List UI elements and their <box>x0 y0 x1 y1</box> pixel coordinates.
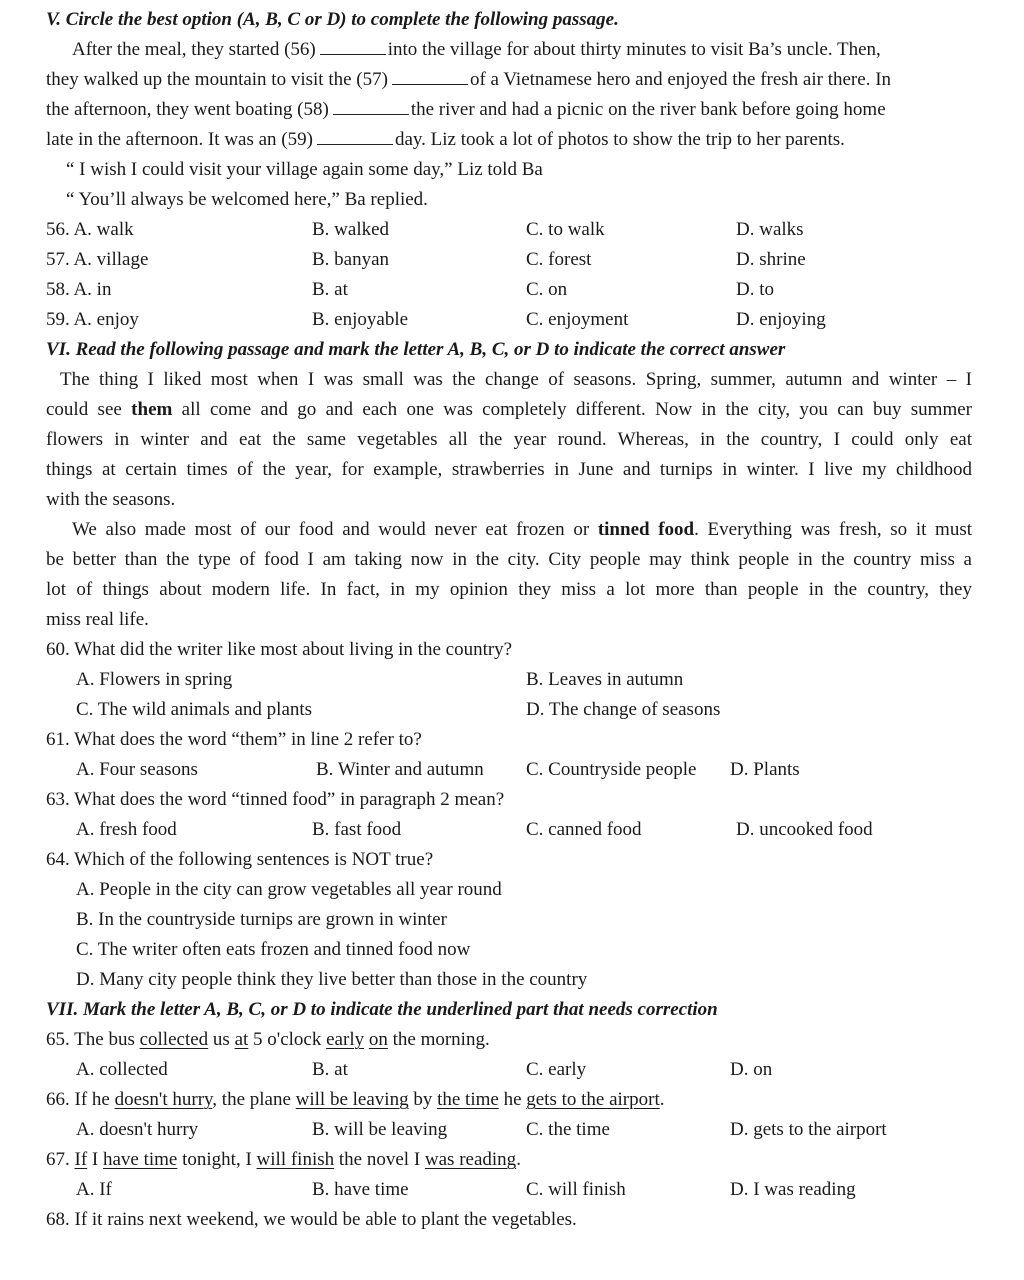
passage-vi-line-1: The thing I liked most when I was small was the change of seasons. Spring, summer, autumn and winter – I <box>60 369 972 390</box>
passage-vi-line-9: miss real life. <box>46 609 149 630</box>
option-b[interactable]: B. Leaves in autumn <box>526 669 684 690</box>
underlined-part-d: on <box>368 1029 388 1050</box>
question-67-options <box>46 1175 972 1205</box>
passage-vi-line-4: things at certain times of the year, for example, strawberries in June and turnips in winter. I live my childhood <box>46 459 972 480</box>
passage-text: the river and had a picnic on the river bank before going home <box>410 99 886 120</box>
option-a[interactable]: A. Flowers in spring <box>76 669 233 690</box>
question-63-stem: 63. What does the word “tinned food” in paragraph 2 mean? <box>46 789 505 810</box>
stem-text: he <box>498 1089 527 1110</box>
option-d[interactable]: D. Plants <box>730 759 800 780</box>
blank-56[interactable] <box>320 36 386 55</box>
option-a[interactable]: A. People in the city can grow vegetables all year round <box>76 879 502 900</box>
underlined-part-c: will finish <box>256 1149 335 1170</box>
stem-text: by <box>408 1089 438 1110</box>
option-c[interactable]: C. the time <box>526 1119 610 1140</box>
option-d[interactable]: D. The change of seasons <box>526 699 721 720</box>
option-b[interactable]: B. Winter and autumn <box>316 759 484 780</box>
option-a[interactable]: 58. A. in <box>46 279 112 300</box>
underlined-part-b: have time <box>102 1149 178 1170</box>
question-66-stem <box>46 1085 972 1115</box>
section-vii-heading: VII. Mark the letter A, B, C, or D to indicate the underlined part that needs correction <box>46 999 718 1020</box>
option-d[interactable]: D. uncooked food <box>736 819 873 840</box>
option-c[interactable]: C. on <box>526 279 568 300</box>
passage-v-line-2 <box>46 65 972 95</box>
underlined-part-d: was reading <box>424 1149 517 1170</box>
question-67-stem <box>46 1145 972 1175</box>
option-b[interactable]: B. banyan <box>312 249 390 270</box>
passage-text: could see <box>46 399 122 420</box>
passage-text: they walked up the mountain to visit the (57) <box>46 69 388 90</box>
stem-text: the morning. <box>387 1029 490 1050</box>
underlined-part-a: doesn't hurry <box>114 1089 213 1110</box>
stem-text: . <box>516 1149 521 1170</box>
stem-text: . <box>659 1089 665 1110</box>
underlined-part-a: collected <box>139 1029 209 1050</box>
option-a[interactable]: 57. A. village <box>46 249 149 270</box>
quote-line-1: “ I wish I could visit your village again some day,” Liz told Ba <box>66 159 543 180</box>
question-64-stem: 64. Which of the following sentences is NOT true? <box>46 849 434 870</box>
stem-text: 65. The bus <box>46 1029 140 1050</box>
question-57-options <box>46 245 972 275</box>
question-58-options <box>46 275 972 305</box>
underlined-part-c: the time <box>437 1089 499 1110</box>
question-61-options <box>46 755 972 785</box>
passage-text: day. Liz took a lot of photos to show the trip to her parents. <box>394 129 845 150</box>
passage-text: . Everything was fresh, so it must <box>694 519 973 540</box>
stem-text: us <box>208 1029 235 1050</box>
option-b[interactable]: B. will be leaving <box>312 1119 448 1140</box>
option-a[interactable]: 59. A. enjoy <box>46 309 139 330</box>
passage-vi-line-3: flowers in winter and eat the same vegetables all the year round. Whereas, in the country, I could only eat <box>46 429 972 450</box>
passage-text: After the meal, they started (56) <box>72 39 316 60</box>
passage-text: of a Vietnamese hero and enjoyed the fresh air there. In <box>469 69 892 90</box>
underlined-part-a: If <box>74 1149 88 1170</box>
underlined-part-b: at <box>234 1029 249 1050</box>
option-d[interactable]: D. I was reading <box>730 1179 856 1200</box>
quote-line-2: “ You’ll always be welcomed here,” Ba replied. <box>66 189 428 210</box>
option-c[interactable]: C. will finish <box>526 1179 626 1200</box>
blank-57[interactable] <box>392 66 468 85</box>
option-a[interactable]: A. doesn't hurry <box>76 1119 199 1140</box>
question-60-stem: 60. What did the writer like most about living in the country? <box>46 639 513 660</box>
question-63-options <box>46 815 972 845</box>
option-c[interactable]: C. early <box>526 1059 587 1080</box>
question-60-options-row-2 <box>46 695 972 725</box>
question-59-options <box>46 305 972 335</box>
option-a[interactable]: A. Four seasons <box>76 759 198 780</box>
passage-vi-line-7: be better than the type of food I am taking now in the city. City people may think people in the country miss a <box>46 549 972 570</box>
option-d[interactable]: D. shrine <box>736 249 806 270</box>
option-d[interactable]: D. walks <box>736 219 804 240</box>
option-c[interactable]: C. enjoyment <box>526 309 629 330</box>
option-b[interactable]: B. at <box>312 1059 348 1080</box>
option-b[interactable]: B. In the countryside turnips are grown in winter <box>76 909 447 930</box>
section-vi-heading: VI. Read the following passage and mark the letter A, B, C, or D to indicate the correct answer <box>46 339 786 360</box>
passage-vi-line-2 <box>46 395 972 425</box>
stem-text: I <box>87 1149 103 1170</box>
underlined-part-d: gets to the airport <box>526 1089 660 1110</box>
stem-text: tonight, I <box>177 1149 257 1170</box>
blank-59[interactable] <box>317 126 393 145</box>
passage-vi-line-6 <box>46 515 972 545</box>
option-b[interactable]: B. enjoyable <box>312 309 409 330</box>
option-a[interactable]: 56. A. walk <box>46 219 134 240</box>
option-a[interactable]: A. collected <box>76 1059 168 1080</box>
stem-text: , the plane <box>212 1089 296 1110</box>
passage-phrase <box>598 519 972 540</box>
stem-text: 66. If he <box>46 1089 115 1110</box>
option-d[interactable]: D. on <box>730 1059 773 1080</box>
underlined-part-b: will be leaving <box>295 1089 409 1110</box>
highlight-them: them <box>131 399 173 420</box>
question-65-stem <box>46 1025 972 1055</box>
highlight-tinned-food: tinned food <box>597 519 695 540</box>
passage-vi-line-8: lot of things about modern life. In fact, in my opinion they miss a lot more than people in the country, they <box>46 579 972 600</box>
passage-text: into the village for about thirty minutes to visit Ba’s uncle. Then, <box>387 39 881 60</box>
passage-v-line-3 <box>46 95 972 125</box>
option-c[interactable]: C. canned food <box>526 819 642 840</box>
passage-vi-line-5: with the seasons. <box>46 489 176 510</box>
question-60-options-row-1 <box>46 665 972 695</box>
stem-text: 5 o'clock <box>248 1029 327 1050</box>
option-c[interactable]: C. The wild animals and plants <box>76 699 313 720</box>
passage-v-line-1 <box>46 35 972 65</box>
question-56-options <box>46 215 972 245</box>
passage-text: late in the afternoon. It was an (59) <box>46 129 313 150</box>
underlined-part-c: early <box>326 1029 365 1050</box>
option-b[interactable]: B. at <box>312 279 348 300</box>
stem-text: the novel I <box>334 1149 425 1170</box>
passage-text: We also made most of our food and would never eat frozen or <box>72 519 590 540</box>
blank-58[interactable] <box>333 96 409 115</box>
worksheet-page <box>46 5 972 1235</box>
passage-v-line-4 <box>46 125 972 155</box>
option-d[interactable]: D. to <box>736 279 774 300</box>
option-c[interactable]: C. The writer often eats frozen and tinned food now <box>76 939 471 960</box>
option-c[interactable]: C. Countryside people <box>526 759 697 780</box>
question-61-stem: 61. What does the word “them” in line 2 refer to? <box>46 729 422 750</box>
option-b[interactable]: B. fast food <box>312 819 402 840</box>
option-c[interactable]: C. forest <box>526 249 592 270</box>
option-a[interactable]: A. If <box>76 1179 112 1200</box>
section-v-heading: V. Circle the best option (A, B, C or D) to complete the following passage. <box>46 9 619 30</box>
option-c[interactable]: C. to walk <box>526 219 605 240</box>
passage-text: all come and go and each one was completely different. Now in the city, you can buy summer <box>181 399 973 420</box>
option-d[interactable]: D. enjoying <box>736 309 826 330</box>
option-b[interactable]: B. walked <box>312 219 390 240</box>
option-d[interactable]: D. gets to the airport <box>730 1119 887 1140</box>
option-d[interactable]: D. Many city people think they live better than those in the country <box>76 969 588 990</box>
question-65-options <box>46 1055 972 1085</box>
passage-text: the afternoon, they went boating (58) <box>46 99 329 120</box>
option-a[interactable]: A. fresh food <box>76 819 177 840</box>
question-68-stem: 68. If it rains next weekend, we would be able to plant the vegetables. <box>46 1209 577 1230</box>
question-66-options <box>46 1115 972 1145</box>
option-b[interactable]: B. have time <box>312 1179 409 1200</box>
stem-text: 67. <box>46 1149 75 1170</box>
